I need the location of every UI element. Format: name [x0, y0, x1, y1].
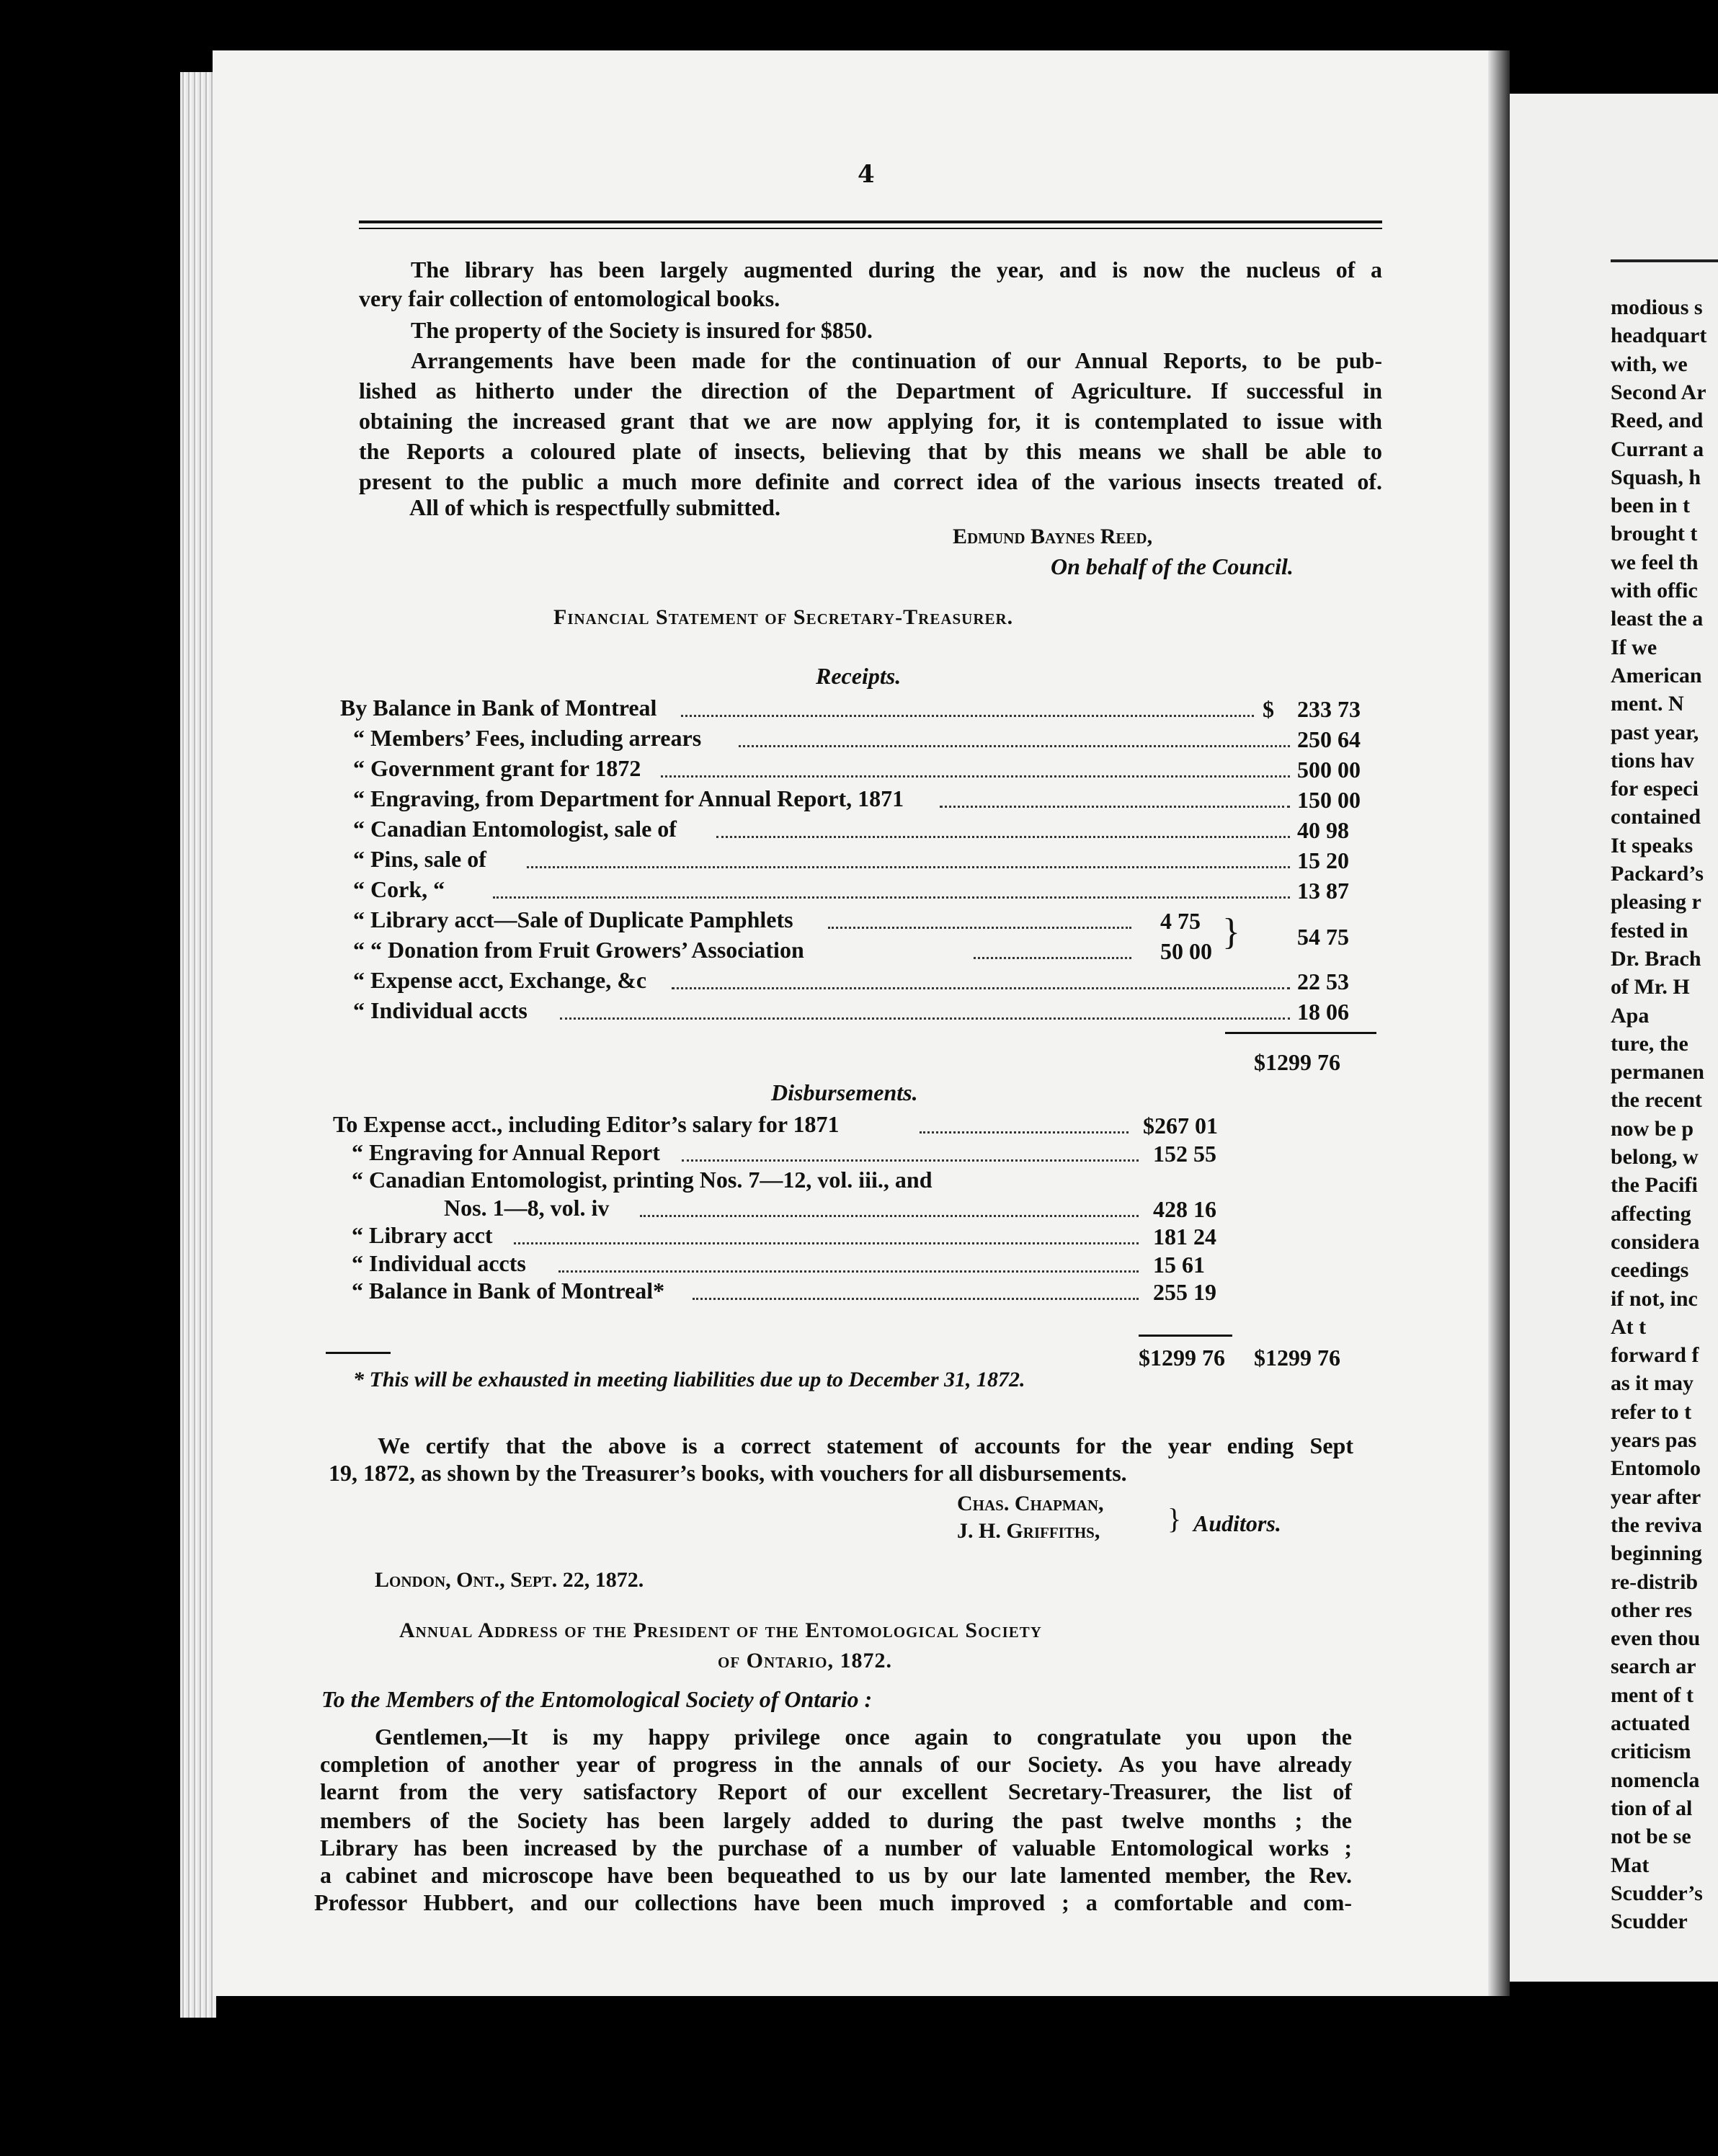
receipt-amount: 40 98 [1297, 817, 1349, 843]
receipt-amount: 150 00 [1297, 787, 1361, 813]
right-page-line: Mat [1611, 1853, 1650, 1877]
right-page-rule [1611, 259, 1718, 262]
right-page-line: fested in [1611, 918, 1688, 943]
header-rule-bottom [359, 228, 1382, 229]
right-page-line: criticism [1611, 1740, 1691, 1764]
disbursements-heading: Disbursements. [771, 1079, 918, 1105]
right-page-line: Packard’s [1611, 862, 1704, 886]
footnote: * This will be exhausted in meeting liabilities due up to December 31, 1872. [353, 1368, 1025, 1391]
auditor-name: J. H. Griffiths, [957, 1519, 1100, 1543]
right-page-line: even thou [1611, 1626, 1701, 1651]
receipt-subamount: 4 75 [1160, 908, 1201, 934]
right-page-line: nomencla [1611, 1768, 1700, 1792]
right-page-line: the reviva [1611, 1513, 1702, 1537]
receipt-amount: 500 00 [1297, 757, 1361, 783]
receipt-amount: 13 87 [1297, 878, 1349, 904]
leader-dots [661, 774, 1291, 778]
disbursement-amount: 255 19 [1153, 1279, 1216, 1305]
receipt-label: “ Individual accts [353, 997, 528, 1023]
disbursement-amount: 428 16 [1153, 1195, 1216, 1222]
right-page-line: for especi [1611, 777, 1699, 801]
right-page-line: past year, [1611, 720, 1699, 744]
paragraph-line: Arrangements have been made for the continuation of our Annual Reports, to be pub- [411, 347, 1382, 373]
receipt-subamount: 50 00 [1160, 938, 1212, 964]
receipt-amount: 250 64 [1297, 726, 1361, 752]
right-page-line: re-distrib [1611, 1569, 1699, 1594]
right-page-line: ment. N [1611, 692, 1684, 716]
right-page-line: beginning [1611, 1541, 1702, 1566]
disbursements-left-rule [326, 1352, 391, 1354]
signature-name: Edmund Baynes Reed, [953, 525, 1153, 548]
leader-dots [640, 1213, 1139, 1217]
right-page-line: Entomolo [1611, 1456, 1701, 1481]
leader-dots [514, 1241, 1139, 1244]
financial-statement-title: Financial Statement of Secretary-Treasurer. [553, 605, 1014, 629]
right-page-line: brought t [1611, 522, 1698, 546]
leader-dots [940, 804, 1290, 808]
receipt-label: “ Pins, sale of [353, 846, 486, 872]
address-title-line: Annual Address of the President of the Entomological Society [399, 1618, 1042, 1642]
disbursement-amount: 15 61 [1153, 1251, 1205, 1278]
receipts-heading: Receipts. [816, 663, 902, 689]
disbursement-amount: 152 55 [1153, 1140, 1216, 1167]
right-page-line: It speaks [1611, 833, 1693, 858]
certify-line: We certify that the above is a correct statement of accounts for the year ending Sept [378, 1433, 1353, 1458]
disbursement-label: “ Canadian Entomologist, printing Nos. 7—12, vol. iii., and [352, 1167, 933, 1193]
address-body-line: completion of another year of progress in the annals of our Society. As you have already [320, 1751, 1352, 1777]
receipt-label: “ Expense acct, Exchange, &c [353, 967, 647, 993]
receipt-label: “ Government grant for 1872 [353, 755, 641, 781]
leader-dots [527, 865, 1291, 868]
disbursements-sum-rule [1139, 1335, 1232, 1337]
right-page-line: Dr. Brach [1611, 946, 1701, 971]
receipt-amount: 54 75 [1297, 924, 1349, 950]
right-page-line: not be se [1611, 1825, 1691, 1849]
right-page-line: Second Ar [1611, 380, 1706, 404]
right-page-line: pleasing r [1611, 890, 1701, 914]
right-page-line: Scudder [1611, 1910, 1688, 1934]
right-page-line: considera [1611, 1229, 1700, 1254]
paragraph-line: The property of the Society is insured for $850. [411, 317, 873, 343]
page-number: 4 [858, 160, 875, 189]
address-body-line: a cabinet and microscope have been bequeathed to us by our late lamented member, the Rev. [320, 1862, 1352, 1888]
right-page-line: we feel th [1611, 550, 1699, 574]
right-page-line: if not, inc [1611, 1286, 1698, 1311]
leader-dots [693, 1296, 1139, 1300]
auditors-label: Auditors. [1193, 1510, 1281, 1536]
right-page-line: other res [1611, 1598, 1693, 1622]
receipt-amount: 233 73 [1297, 696, 1361, 722]
disbursement-amount: 181 24 [1153, 1224, 1216, 1250]
leader-dots [716, 834, 1290, 838]
address-body-line: Library has been increased by the purchase of a number of valuable Entomological works ; [320, 1835, 1352, 1861]
right-page-line: At t [1611, 1314, 1647, 1339]
address-title-line: of Ontario, 1872. [718, 1649, 892, 1672]
paragraph-line: All of which is respectfully submitted. [409, 494, 780, 520]
leader-dots [920, 1130, 1129, 1133]
address-body-line: learnt from the very satisfactory Report of our excellent Secretary-Treasurer, the list of [320, 1778, 1352, 1804]
address-body-line: Gentlemen,—It is my happy privilege once again to congratulate you upon the [375, 1724, 1352, 1750]
right-page-line: tion of al [1611, 1796, 1693, 1820]
disbursement-label: “ Individual accts [352, 1250, 526, 1276]
right-page-line: the recent [1611, 1088, 1702, 1113]
receipts-total: $1299 76 [1254, 1049, 1340, 1075]
right-page-line: as it may [1611, 1371, 1693, 1396]
right-page-fragment [1510, 94, 1718, 1982]
leader-dots [672, 986, 1290, 989]
right-page-line: Squash, h [1611, 465, 1701, 489]
right-page-line: now be p [1611, 1116, 1694, 1141]
signature-role: On behalf of the Council. [1051, 553, 1294, 579]
right-page-line: belong, w [1611, 1145, 1699, 1169]
receipt-label: By Balance in Bank of Montreal [340, 695, 657, 721]
paragraph-line: present to the public a much more definite and correct idea of the various insects treated of. [359, 468, 1382, 494]
right-page-line: of Mr. H [1611, 975, 1690, 999]
right-page-line: Currant a [1611, 437, 1704, 461]
right-page-line: with, we [1611, 352, 1688, 376]
right-page-line: ment of t [1611, 1683, 1693, 1707]
right-page-line: Reed, and [1611, 409, 1704, 433]
right-page-line: Apa [1611, 1003, 1650, 1028]
disbursement-amount: $267 01 [1143, 1113, 1218, 1139]
disbursements-total-left: $1299 76 [1139, 1345, 1225, 1371]
leader-dots [493, 895, 1290, 899]
receipt-label: “ Library acct—Sale of Duplicate Pamphlets [353, 906, 793, 932]
receipts-brace: } [1222, 912, 1240, 953]
right-page-line: been in t [1611, 494, 1691, 518]
receipt-label: “ “ Donation from Fruit Growers’ Association [353, 937, 804, 963]
receipts-sum-rule [1225, 1032, 1376, 1034]
right-page-line: tions hav [1611, 748, 1694, 772]
paragraph-line: lished as hitherto under the direction of the Department of Agriculture. If successful in [359, 378, 1382, 404]
right-page-line: If we [1611, 635, 1657, 659]
address-body-line: Professor Hubbert, and our collections have been much improved ; a comfortable and com- [314, 1889, 1352, 1915]
right-page-line: American [1611, 663, 1702, 687]
certify-line: 19, 1872, as shown by the Treasurer’s books, with vouchers for all disbursements. [329, 1460, 1127, 1486]
right-page-line: forward f [1611, 1343, 1699, 1368]
right-page-line: search ar [1611, 1654, 1696, 1679]
right-page-line: refer to t [1611, 1399, 1692, 1424]
right-page-line: contained [1611, 805, 1701, 829]
receipt-label: “ Canadian Entomologist, sale of [353, 816, 677, 842]
receipt-label: “ Members’ Fees, including arrears [353, 725, 702, 751]
leader-dots [974, 956, 1132, 959]
auditors-brace: } [1167, 1502, 1182, 1535]
disbursement-label: “ Library acct [352, 1222, 493, 1248]
auditor-name: Chas. Chapman, [957, 1492, 1104, 1515]
place-date: London, Ont., Sept. 22, 1872. [375, 1568, 644, 1592]
disbursement-label: To Expense acct., including Editor’s salary for 1871 [333, 1111, 840, 1137]
right-page-line: Scudder’s [1611, 1881, 1703, 1905]
book-page-edges [180, 72, 216, 2018]
right-page-line: year after [1611, 1484, 1701, 1509]
right-page-line: modious s [1611, 295, 1703, 319]
disbursement-label: “ Engraving for Annual Report [352, 1139, 660, 1165]
receipt-label: “ Cork, “ [353, 876, 445, 902]
receipt-amount: 22 53 [1297, 968, 1349, 994]
right-page-line: least the a [1611, 607, 1704, 631]
right-page-line: permanen [1611, 1060, 1704, 1084]
leader-dots [828, 925, 1131, 929]
leader-dots [739, 744, 1290, 747]
disbursement-label: “ Balance in Bank of Montreal* [352, 1278, 665, 1304]
paragraph-line: The library has been largely augmented during the year, and is now the nucleus of a [411, 257, 1382, 282]
disbursement-label: Nos. 1—8, vol. iv [444, 1194, 610, 1221]
receipt-amount: 18 06 [1297, 999, 1349, 1025]
receipt-amount: 15 20 [1297, 847, 1349, 873]
right-page-line: ceedings [1611, 1258, 1689, 1283]
paragraph-line: very fair collection of entomological books. [359, 285, 780, 311]
address-body-line: members of the Society has been largely added to during the past twelve months ; the [320, 1807, 1352, 1833]
right-page-line: with offic [1611, 579, 1698, 602]
leader-dots [558, 1269, 1139, 1273]
receipt-dollar-sign: $ [1263, 696, 1274, 722]
paragraph-line: obtaining the increased grant that we are now applying for, it is contemplated to issue with [359, 408, 1382, 434]
leader-dots [681, 713, 1254, 717]
book-gutter [1488, 50, 1510, 1996]
right-page-line: ture, the [1611, 1031, 1688, 1056]
right-page-line: affecting [1611, 1201, 1691, 1226]
right-page-line: headquart [1611, 324, 1707, 348]
right-page-line: actuated [1611, 1711, 1690, 1735]
salutation: To the Members of the Entomological Society of Ontario : [321, 1686, 873, 1712]
disbursements-total-right: $1299 76 [1254, 1345, 1340, 1371]
leader-dots [560, 1016, 1290, 1020]
leader-dots [682, 1158, 1139, 1162]
receipt-label: “ Engraving, from Department for Annual Report, 1871 [353, 785, 904, 811]
paragraph-line: the Reports a coloured plate of insects, believing that by this means we shall be able to [359, 438, 1382, 464]
header-rule-top [359, 220, 1382, 223]
right-page-line: the Pacifi [1611, 1173, 1698, 1198]
right-page-line: years pas [1611, 1428, 1697, 1452]
